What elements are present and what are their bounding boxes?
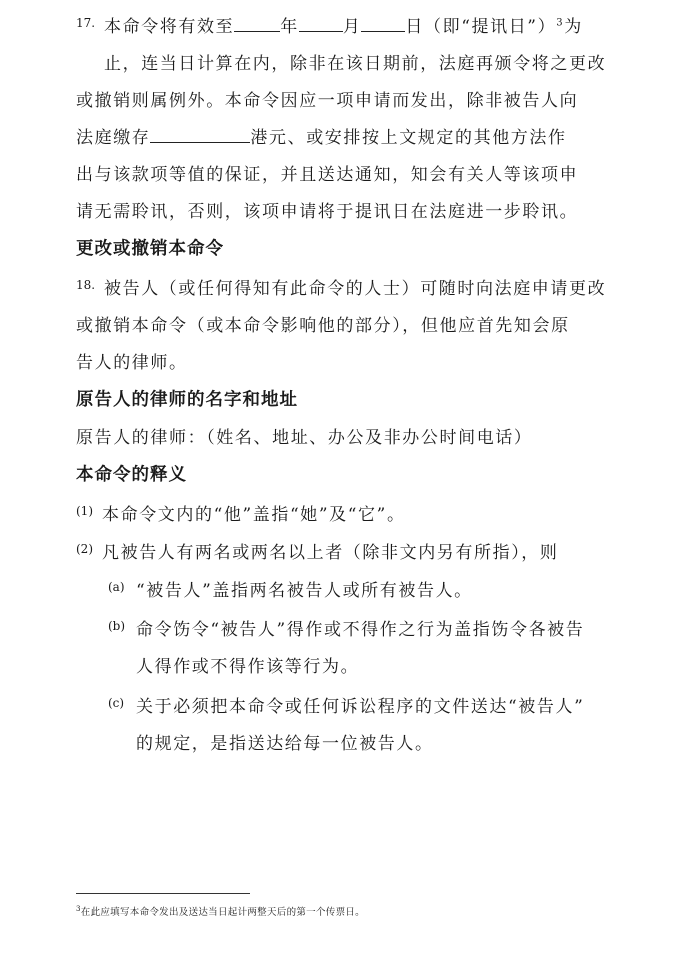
interp-b-number: (b): [108, 619, 126, 633]
para-17-line-6: 请无需聆讯，否则，该项申请将于提讯日在法庭进一步聆讯。: [76, 202, 579, 222]
heading-interpretation: 本命令的释义: [76, 465, 187, 485]
para-18-number: 18.: [76, 278, 96, 292]
para-18-line-3: 告人的律师。: [76, 353, 188, 373]
heading-solicitor: 原告人的律师的名字和地址: [76, 390, 298, 410]
para-17-line-1-end: 为: [564, 17, 583, 37]
interp-1-number: (1): [76, 504, 93, 518]
para-17-line-4: [76, 123, 567, 148]
interp-c-number: (c): [108, 696, 125, 710]
para-18-line-2: 或撤销本命令（或本命令影响他的部分），但他应首先知会原: [76, 316, 570, 336]
pay-into-court-text: 法庭缴存: [76, 128, 151, 148]
heading-vary-discharge: 更改或撤销本命令: [76, 239, 224, 259]
interp-2-text: 凡被告人有两名或两名以上者（除非文内另有所指），则: [102, 543, 559, 563]
effective-until-text: 本命令将有效至: [104, 17, 235, 37]
footnote-separator: [76, 893, 250, 894]
interp-2-number: (2): [76, 542, 93, 556]
para-17-number: 17.: [76, 16, 96, 30]
interp-a-number: (a): [108, 580, 125, 594]
solicitor-details-line: 原告人的律师：（姓名、地址、办公及非办公时间电话）: [76, 428, 533, 448]
footnote-marker: 3: [556, 17, 565, 29]
footnote: [76, 904, 365, 918]
interp-1-text: 本命令文内的“他”盖指“她”及“它”。: [102, 505, 406, 525]
interp-b-line-1: 命令饬令“被告人”得作或不得作之行为盖指饬令各被告: [136, 620, 585, 640]
interp-c-line-2: 的规定，是指送达给每一位被告人。: [136, 734, 434, 754]
para-18-line-1: 被告人（或任何得知有此命令的人士）可随时向法庭申请更改: [104, 279, 607, 299]
para-17-line-2: 止，连当日计算在内，除非在该日期前，法庭再颁令将之更改: [104, 54, 607, 74]
month-label: 月: [342, 17, 362, 37]
footnote-number: 3: [76, 904, 81, 913]
year-blank: [234, 16, 280, 32]
interp-b-line-2: 人得作或不得作该等行为。: [136, 657, 360, 677]
year-label: 年: [280, 17, 299, 37]
month-blank: [299, 16, 343, 32]
day-blank: [361, 16, 405, 32]
hkd-text: 港元、或安排按上文规定的其他方法作: [250, 128, 567, 148]
footnote-text: 在此应填写本命令发出及送达当日起计两整天后的第一个传票日。: [80, 907, 365, 918]
day-label: 日（即“提讯日”）: [405, 17, 557, 37]
para-17-line-1: [104, 12, 583, 37]
para-17-line-3: 或撤销则属例外。本命令因应一项申请而发出，除非被告人向: [76, 91, 579, 111]
para-17-line-5: 出与该款项等值的保证，并且送达通知，知会有关人等该项申: [76, 165, 579, 185]
interp-a-text: “被告人”盖指两名被告人或所有被告人。: [136, 581, 473, 601]
interp-c-line-1: 关于必须把本命令或任何诉讼程序的文件送达“被告人”: [136, 697, 585, 717]
amount-blank: [150, 127, 250, 143]
